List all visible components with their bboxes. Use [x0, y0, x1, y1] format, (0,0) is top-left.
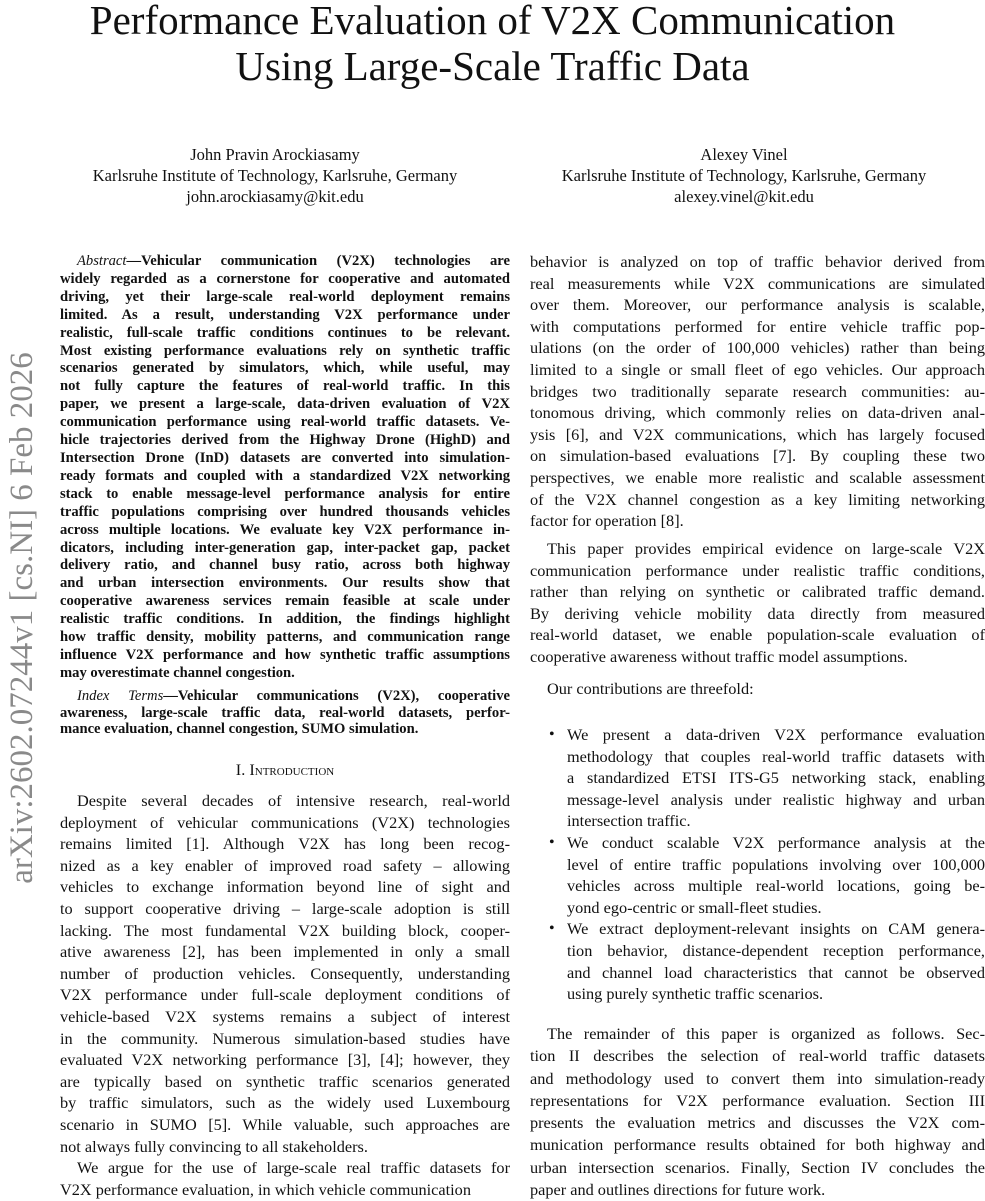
title-line: Using Large-Scale Traffic Data — [235, 43, 750, 89]
abstract-first-line — [60, 253, 510, 271]
text-line: Intersection Drone (InD) datasets are converted into simulation- — [60, 449, 510, 466]
text-line: paper, we present a large-scale, data-driven evaluation of V2X — [60, 396, 510, 413]
text-line: We argue for the use of large-scale real traffic datasets for — [77, 1158, 510, 1178]
text-line: dicators, including inter-generation gap, inter-packet gap, packet — [60, 539, 510, 556]
text-line: cooperative awareness services remain feasible at scale under — [60, 593, 510, 610]
author-block — [514, 144, 974, 207]
text-line: vehicles to exchange information beyond line of sight and — [60, 877, 510, 897]
text-line: communication performance under realistic traffic conditions, — [530, 560, 985, 580]
text-line: to support cooperative driving – large-scale adoption is still — [60, 898, 510, 918]
text-line: real-world dataset, we enable population-scale evaluation of — [530, 625, 985, 645]
text-line: and channel load characteristics that cannot be observed — [567, 962, 985, 982]
text-line: Most existing performance evaluations rely on synthetic traffic — [60, 342, 510, 359]
text-line: may overestimate channel congestion. — [60, 664, 295, 681]
author-affiliation: Karlsruhe Institute of Technology, Karlsruhe, Germany — [92, 166, 458, 185]
contributions-intro-paragraph — [530, 678, 985, 700]
text-line: tonomous driving, which commonly relies on data-driven anal- — [530, 403, 985, 423]
text-line: representations for V2X performance evaluation. Section III — [530, 1090, 985, 1110]
text-line: hicle trajectories derived from the Highway Drone (HighD) and — [60, 432, 510, 449]
text-line: tion II describes the selection of real-world traffic datasets — [530, 1046, 985, 1066]
text-line: with computations performed for entire vehicle traffic pop- — [530, 316, 985, 336]
text-line: message-level analysis under realistic highway and urban — [567, 789, 985, 809]
text-line: evaluated V2X networking performance [3], [4]; however, they — [60, 1050, 510, 1070]
text-line: and methodology used to convert them into simulation-ready — [530, 1068, 985, 1088]
text-line: V2X performance evaluation, in which vehicle communication — [60, 1179, 471, 1199]
text-line: awareness, large-scale traffic data, real-world datasets, perfor- — [60, 704, 510, 721]
text-line: across multiple locations. We evaluate key V2X performance in- — [60, 521, 510, 538]
index-terms — [60, 688, 510, 738]
text-line: By deriving vehicle mobility data directly from measured — [530, 603, 985, 623]
text-line: scenario in SUMO [5]. While valuable, such approaches are — [60, 1114, 510, 1134]
text-line: and urban intersection environments. Our results show that — [60, 575, 510, 592]
index-terms-label: Index Terms — [77, 688, 164, 704]
text-line: We conduct scalable V2X performance analysis at the — [567, 832, 985, 852]
contribution-list-item — [530, 918, 985, 1004]
abstract-label: Abstract — [77, 253, 127, 269]
text-line: influence V2X performance and how synthetic traffic assumptions — [60, 646, 510, 663]
text-line: on simulation-based evaluations [7]. By coupling these two — [530, 446, 985, 466]
text-line: The remainder of this paper is organized as follows. Sec- — [547, 1024, 985, 1043]
author-email: alexey.vinel@kit.edu — [674, 187, 814, 206]
text-line: deployment of vehicular communications (V2X) technologies — [60, 812, 510, 832]
text-line: perspectives, we enable more realistic and scalable assessment — [530, 467, 985, 487]
text-line: intersection traffic. — [567, 811, 691, 831]
text-line: delivery ratio, and channel busy ratio, across both highway — [60, 557, 510, 574]
text-line: scenarios generated by simulators, which, while useful, may — [60, 360, 510, 377]
right-paragraph — [530, 251, 985, 532]
text-line: driving, yet their large-scale real-world deployment remains — [60, 288, 510, 305]
text-line: behavior is analyzed on top of traffic behavior derived from — [530, 252, 985, 271]
text-line: V2X performance under full-scale deployment conditions of — [60, 985, 510, 1005]
paper-title — [0, 0, 985, 89]
text-line: ulations (on the order of 100,000 vehicles) rather than being — [530, 338, 985, 358]
text-line: mance evaluation, channel congestion, SUMO simulation. — [60, 721, 419, 737]
text-line: methodology that couples real-world traffic datasets with — [567, 746, 985, 766]
text-line: over them. Moreover, our performance analysis is scalable, — [530, 295, 985, 315]
contribution-list-item — [530, 724, 985, 832]
bullet-icon: • — [549, 726, 555, 743]
text-line: munication performance results obtained for both highway and — [530, 1135, 985, 1155]
text-line: This paper provides empirical evidence on large-scale V2X — [547, 539, 985, 558]
text-line: limited. As a result, understanding V2X performance under — [60, 306, 510, 323]
paragraph — [60, 1157, 510, 1200]
text-line: a standardized ETSI ITS-G5 networking stack, enabling — [567, 768, 985, 788]
text-line: limited to a single or small fleet of ego vehicles. Our approach — [530, 359, 985, 379]
author-affiliation: Karlsruhe Institute of Technology, Karlsruhe, Germany — [561, 166, 927, 185]
text-line: ysis [6], and V2X communications, which has largely focused — [530, 424, 985, 444]
text-line: nized as a key enabler of improved road safety – allowing — [60, 855, 510, 875]
arxiv-identifier-stamp: arXiv:2602.07244v1 [cs.NI] 6 Feb 2026 — [4, 352, 40, 884]
paragraph — [60, 790, 510, 1157]
text-line: yond ego-centric or small-fleet studies. — [567, 897, 822, 917]
right-paragraph — [530, 538, 985, 668]
section-title: Introduction — [249, 760, 335, 779]
abstract — [60, 253, 510, 683]
text-line: not always fully convincing to all stakeholders. — [60, 1136, 368, 1156]
text-line: urban intersection scenarios. Finally, Section IV concludes the — [530, 1157, 985, 1177]
text-line: We present a data-driven V2X performance evaluation — [567, 725, 985, 744]
text-line: presents the evaluation metrics and discusses the V2X com- — [530, 1113, 985, 1133]
bullet-icon: • — [549, 920, 555, 938]
author-name: John Pravin Arockiasamy — [190, 145, 360, 164]
author-block — [45, 144, 505, 207]
text-line: widely regarded as a cornerstone for cooperative and automated — [60, 270, 510, 287]
text-line: factor for operation [8]. — [530, 511, 684, 531]
text-line: communication performance using real-world traffic datasets. Ve- — [60, 414, 510, 431]
text-line: level of entire traffic populations involving over 100,000 — [567, 854, 985, 874]
text-line: in the community. Numerous simulation-based studies have — [60, 1028, 510, 1048]
text-line: stack to enable message-level performance analysis for entire — [60, 485, 510, 502]
text-line: remains limited [1]. Although V2X has long been recog- — [60, 834, 510, 854]
text-line: realistic traffic conditions. In addition, the findings highlight — [60, 611, 510, 628]
text-line: using purely synthetic traffic scenarios. — [567, 984, 824, 1004]
text-line: ative awareness [2], has been implemented in only a small — [60, 942, 510, 962]
text-line: bridges two traditionally separate research communities: au- — [530, 381, 985, 401]
text-line: number of production vehicles. Consequently, understanding — [60, 963, 510, 983]
right-paragraph — [530, 1023, 985, 1201]
text-line: cooperative awareness without traffic model assumptions. — [530, 646, 908, 666]
text-line: rather than relying on synthetic or calibrated traffic demand. — [530, 582, 985, 602]
contribution-list-item — [530, 832, 985, 918]
text-line: tion behavior, distance-dependent reception performance, — [567, 940, 985, 960]
text-line: real measurements while V2X communications are simulated — [530, 273, 985, 293]
text-line: not fully capture the features of real-world traffic. In this — [60, 378, 510, 395]
text-line: Despite several decades of intensive research, real-world — [77, 791, 510, 810]
index-terms-first-line — [60, 688, 510, 705]
abstract-text: —Vehicular communication (V2X) technologies are — [126, 253, 510, 269]
text-line: by traffic simulators, such as the widely used Luxembourg — [60, 1093, 510, 1113]
text-line: how traffic density, mobility patterns, and communication range — [60, 629, 510, 646]
title-line: Performance Evaluation of V2X Communication — [89, 0, 896, 43]
text-line: paper and outlines directions for future work. — [530, 1180, 826, 1200]
section-number: I. — [235, 760, 250, 779]
text-line: Our contributions are threefold: — [547, 679, 754, 698]
text-line: are typically based on synthetic traffic scenarios generated — [60, 1071, 510, 1091]
author-name: Alexey Vinel — [700, 145, 788, 164]
text-line: vehicles across multiple real-world locations, going be- — [567, 876, 985, 896]
text-line: ready formats and coupled with a standardized V2X networking — [60, 467, 510, 484]
index-terms-text: —Vehicular communications (V2X), cooperative — [163, 688, 510, 704]
author-email: john.arockiasamy@kit.edu — [186, 187, 364, 206]
section-heading-introduction — [60, 760, 510, 780]
text-line: We extract deployment-relevant insights on CAM genera- — [567, 919, 985, 939]
contributions-list — [530, 724, 985, 1005]
bullet-icon: • — [549, 833, 555, 851]
text-line: lacking. The most fundamental V2X building block, cooper- — [60, 920, 510, 940]
text-line: vehicle-based V2X systems remains a subject of interest — [60, 1006, 510, 1026]
text-line: of the V2X channel congestion as a key limiting networking — [530, 489, 985, 509]
left-column-body — [60, 790, 510, 1200]
text-line: realistic, full-scale traffic conditions continues to be relevant. — [60, 324, 510, 341]
text-line: traffic populations comprising over hundred thousands vehicles — [60, 503, 510, 520]
